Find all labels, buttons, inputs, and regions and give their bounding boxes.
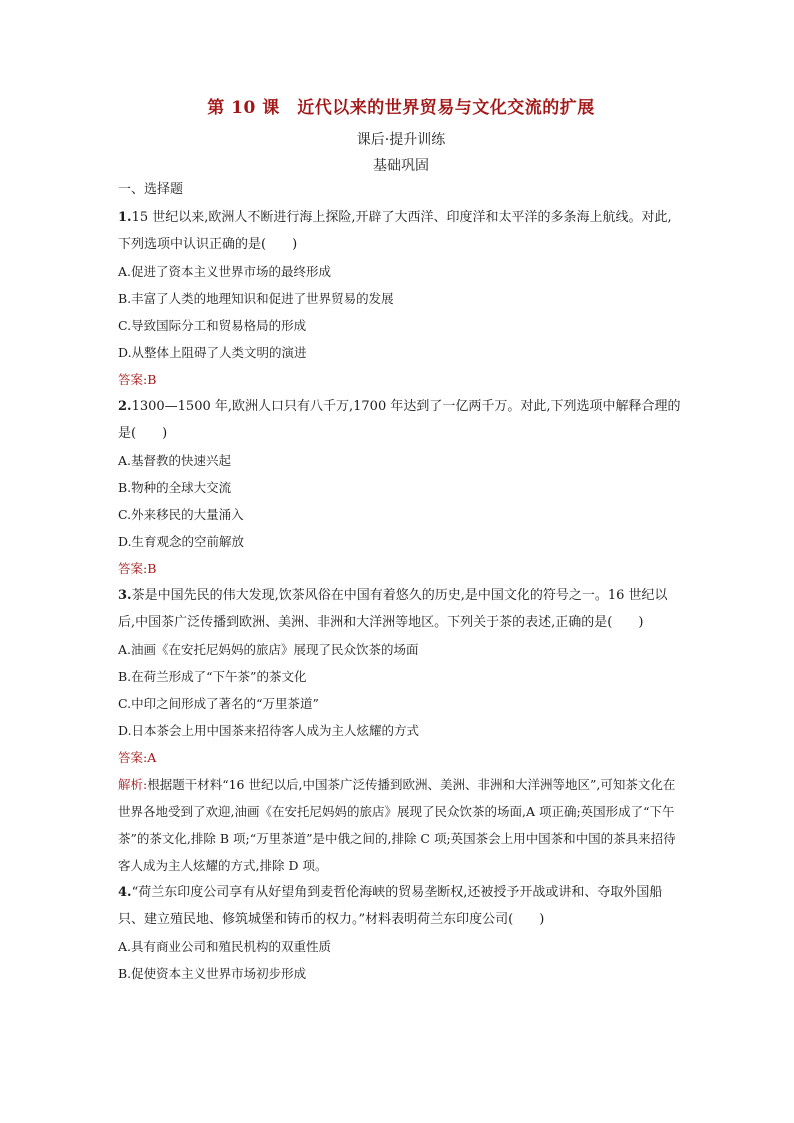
option-c: C.导致国际分工和贸易格局的形成 (118, 318, 307, 333)
option-a: A.油画《在安托尼妈妈的旅店》展现了民众饮茶的场面 (118, 642, 419, 657)
question-3 (118, 582, 684, 879)
option-c: C.中印之间形成了著名的“万里茶道” (118, 696, 319, 711)
question-text (118, 393, 684, 447)
question-stem: 15 世纪以来,欧洲人不断进行海上探险,开辟了大西洋、印度洋和太平洋的多条海上航线。对此,下列选项中认识正确的是( ) (118, 210, 672, 252)
part-heading: 一、选择题 (118, 182, 184, 197)
question-number: 3. (118, 588, 132, 603)
question-text (118, 582, 684, 636)
option-d: D.日本茶会上用中国茶来招待客人成为主人炫耀的方式 (118, 723, 420, 738)
section-heading: 基础巩固 (373, 158, 429, 174)
question-2 (118, 393, 684, 582)
answer: 答案:A (118, 750, 157, 765)
answer: 答案:B (118, 372, 157, 387)
subtitle: 课后·提升训练 (356, 132, 446, 148)
question-stem: 1300—1500 年,欧洲人口只有八千万,1700 年达到了一亿两千万。对此,下列选项中解释合理的是( ) (118, 399, 681, 441)
option-d: D.从整体上阻碍了人类文明的演进 (118, 345, 307, 360)
analysis (118, 771, 684, 879)
question-stem: 茶是中国先民的伟大发现,饮茶风俗在中国有着悠久的历史,是中国文化的符号之一。16 世纪以后,中国茶广泛传播到欧洲、美洲、非洲和大洋洲等地区。下列关于茶的表述,正确的是( ) (118, 588, 668, 630)
question-number: 2. (118, 399, 132, 414)
option-d: D.生育观念的空前解放 (118, 534, 245, 549)
option-c: C.外来移民的大量涌入 (118, 507, 244, 522)
answer: 答案:B (118, 561, 157, 576)
option-b: B.丰富了人类的地理知识和促进了世界贸易的发展 (118, 291, 394, 306)
option-a: A.基督教的快速兴起 (118, 453, 232, 468)
question-text (118, 204, 684, 258)
question-4 (118, 879, 684, 987)
option-b: B.促使资本主义世界市场初步形成 (118, 966, 307, 981)
lesson-title: 第 10 课 近代以来的世界贸易与文化交流的扩展 (207, 98, 595, 118)
option-a: A.促进了资本主义世界市场的最终形成 (118, 264, 332, 279)
question-number: 1. (118, 210, 132, 225)
option-b: B.物种的全球大交流 (118, 480, 232, 495)
document-page (118, 96, 684, 987)
question-number: 4. (118, 885, 132, 900)
option-b: B.在荷兰形成了“下午茶”的茶文化 (118, 669, 307, 684)
question-text (118, 879, 684, 933)
question-1 (118, 204, 684, 393)
analysis-label: 解析: (118, 777, 148, 792)
option-a: A.具有商业公司和殖民机构的双重性质 (118, 939, 332, 954)
analysis-text: 根据题干材料“16 世纪以后,中国茶广泛传播到欧洲、美洲、非洲和大洋洲等地区”,可知茶文化在世界各地受到了欢迎,油画《在安托尼妈妈的旅店》展现了民众饮茶的场面,A 项正确;英国形成了“下午茶”的茶文化,排除 B 项;“万里茶道”是中俄之间的,排除 C 项;英国茶会上用中国茶和中国的茶具来招待客人成为主人炫耀的方式,排除 D 项。 (118, 777, 676, 873)
question-stem: “荷兰东印度公司享有从好望角到麦哲伦海峡的贸易垄断权,还被授予开战或讲和、夺取外国船只、建立殖民地、修筑城堡和铸币的权力。”材料表明荷兰东印度公司( ) (118, 885, 663, 927)
